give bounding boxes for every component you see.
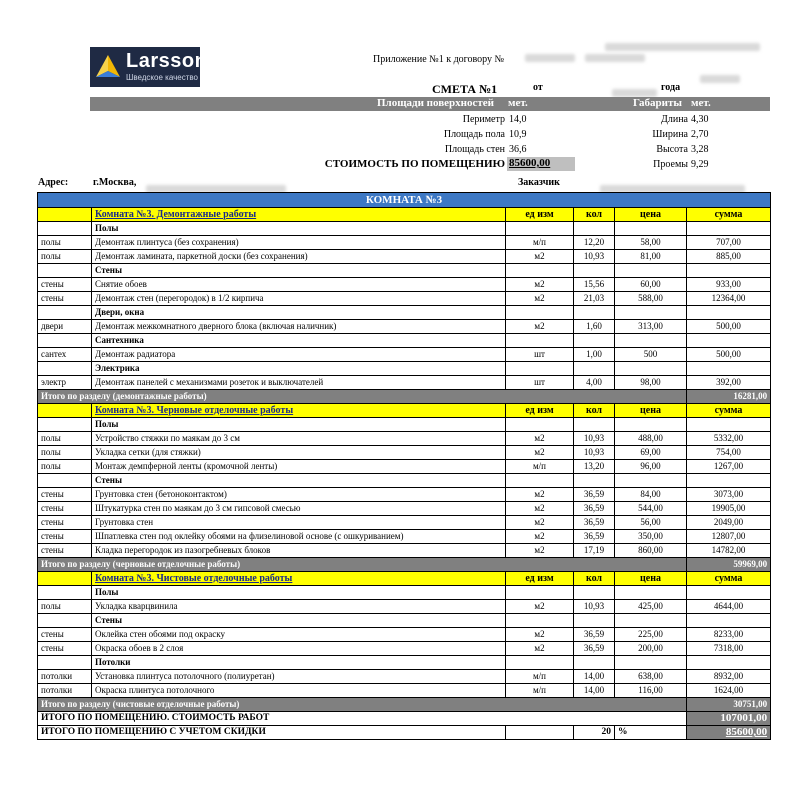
row-price: 200,00	[615, 642, 687, 656]
section-spacer	[38, 208, 92, 222]
group-name: Полы	[92, 418, 506, 432]
group-header-row	[38, 656, 771, 670]
row-unit: м/п	[506, 684, 574, 698]
col-price-header: цена	[615, 404, 687, 418]
section-total-row	[38, 698, 771, 712]
from-label: от	[533, 82, 543, 93]
group-empty	[615, 656, 687, 670]
group-spacer	[38, 222, 92, 236]
surface-unit: мет.	[508, 97, 528, 109]
group-empty	[687, 362, 771, 376]
col-price-header: цена	[615, 572, 687, 586]
group-name: Стены	[92, 474, 506, 488]
group-empty	[574, 474, 615, 488]
row-category: полы	[38, 600, 92, 614]
row-price: 544,00	[615, 502, 687, 516]
row-category: полы	[38, 250, 92, 264]
col-unit-header: ед изм	[506, 208, 574, 222]
row-price: 588,00	[615, 292, 687, 306]
perimeter-label: Периметр	[462, 114, 505, 125]
section-title: Комната №3. Чистовые отделочные работы	[92, 572, 506, 586]
row-unit: м2	[506, 600, 574, 614]
group-empty	[506, 222, 574, 236]
row-category: стены	[38, 530, 92, 544]
group-spacer	[38, 586, 92, 600]
group-empty	[506, 362, 574, 376]
height-label: Высота	[656, 144, 688, 155]
group-empty	[687, 474, 771, 488]
row-price: 860,00	[615, 544, 687, 558]
group-empty	[615, 264, 687, 278]
col-sum-header: сумма	[687, 208, 771, 222]
row-qty: 10,93	[574, 250, 615, 264]
row-qty: 36,59	[574, 628, 615, 642]
group-spacer	[38, 418, 92, 432]
row-sum: 500,00	[687, 348, 771, 362]
section-spacer	[38, 572, 92, 586]
section-total-label: Итого по разделу (демонтажные работы)	[38, 390, 687, 404]
row-description: Грунтовка стен (бетоноконтактом)	[92, 488, 506, 502]
group-spacer	[38, 614, 92, 628]
col-qty-header: кол	[574, 404, 615, 418]
perimeter-value: 14,0	[509, 114, 527, 125]
row-sum: 8233,00	[687, 628, 771, 642]
row-unit: м2	[506, 446, 574, 460]
room-title: КОМНАТА №3	[38, 193, 771, 208]
row-price: 96,00	[615, 460, 687, 474]
section-spacer	[38, 404, 92, 418]
row-sum: 1267,00	[687, 460, 771, 474]
row-price: 313,00	[615, 320, 687, 334]
group-empty	[687, 334, 771, 348]
section-header-row	[38, 208, 771, 222]
row-description: Шпатлевка стен под оклейку обоями на флизелиновой основе (с ошкуриванием)	[92, 530, 506, 544]
row-sum: 7318,00	[687, 642, 771, 656]
row-description: Установка плинтуса потолочного (полиуретан)	[92, 670, 506, 684]
row-qty: 36,59	[574, 530, 615, 544]
row-description: Демонтаж панелей с механизмами розеток и выключателей	[92, 376, 506, 390]
row-price: 56,00	[615, 516, 687, 530]
row-qty: 4,00	[574, 376, 615, 390]
group-header-row	[38, 264, 771, 278]
group-name: Потолки	[92, 656, 506, 670]
group-empty	[506, 656, 574, 670]
appendix-label: Приложение №1 к договору №	[373, 54, 505, 65]
row-qty: 36,59	[574, 488, 615, 502]
row-unit: м/п	[506, 460, 574, 474]
row-sum: 392,00	[687, 376, 771, 390]
table-row	[38, 600, 771, 614]
row-unit: м2	[506, 278, 574, 292]
col-sum-header: сумма	[687, 404, 771, 418]
wall-area-value: 36,6	[509, 144, 527, 155]
group-empty	[574, 418, 615, 432]
row-description: Монтаж демпферной ленты (кромочной ленты)	[92, 460, 506, 474]
contacts-redacted-2	[700, 70, 740, 88]
row-qty: 36,59	[574, 502, 615, 516]
group-spacer	[38, 656, 92, 670]
row-sum: 754,00	[687, 446, 771, 460]
discount-total-value: 85600,00	[687, 726, 771, 740]
row-description: Снятие обоев	[92, 278, 506, 292]
group-empty	[687, 222, 771, 236]
row-description: Оклейка стен обоями под окраску	[92, 628, 506, 642]
row-description: Демонтаж стен (перегородок) в 1/2 кирпича	[92, 292, 506, 306]
table-row	[38, 278, 771, 292]
height-value: 3,28	[691, 144, 709, 155]
row-category: полы	[38, 446, 92, 460]
row-unit: м2	[506, 292, 574, 306]
table-row	[38, 236, 771, 250]
row-description: Демонтаж ламината, паркетной доски (без сохранения)	[92, 250, 506, 264]
row-qty: 10,93	[574, 446, 615, 460]
group-empty	[615, 222, 687, 236]
section-total-row	[38, 390, 771, 404]
customer-label: Заказчик	[518, 177, 560, 188]
address-label: Адрес:	[38, 177, 69, 188]
discount-total-label: ИТОГО ПО ПОМЕЩЕНИЮ С УЧЕТОМ СКИДКИ	[38, 726, 506, 740]
dimensions-heading: Габариты	[633, 97, 682, 109]
group-spacer	[38, 264, 92, 278]
row-qty: 1,60	[574, 320, 615, 334]
row-category: стены	[38, 628, 92, 642]
row-qty: 14,00	[574, 684, 615, 698]
group-empty	[687, 656, 771, 670]
contacts-redacted	[605, 38, 760, 56]
row-sum: 19905,00	[687, 502, 771, 516]
table-row	[38, 502, 771, 516]
length-label: Длина	[661, 114, 688, 125]
table-row	[38, 432, 771, 446]
group-empty	[574, 306, 615, 320]
group-empty	[506, 264, 574, 278]
group-name: Стены	[92, 614, 506, 628]
row-category: потолки	[38, 684, 92, 698]
row-description: Окраска обоев в 2 слоя	[92, 642, 506, 656]
group-empty	[506, 418, 574, 432]
row-category: стены	[38, 642, 92, 656]
group-spacer	[38, 362, 92, 376]
openings-label: Проемы	[653, 159, 688, 170]
table-row	[38, 684, 771, 698]
table-row	[38, 460, 771, 474]
group-empty	[574, 334, 615, 348]
row-description: Укладка кварцвинила	[92, 600, 506, 614]
row-description: Укладка сетки (для стяжки)	[92, 446, 506, 460]
group-empty	[506, 614, 574, 628]
col-qty-header: кол	[574, 208, 615, 222]
discount-percent: 20	[574, 726, 615, 740]
row-description: Штукатурка стен по маякам до 3 см гипсовой смесью	[92, 502, 506, 516]
group-empty	[615, 334, 687, 348]
row-price: 69,00	[615, 446, 687, 460]
group-name: Двери, окна	[92, 306, 506, 320]
row-unit: м2	[506, 432, 574, 446]
section-total-value: 16281,00	[687, 390, 771, 404]
dimensions-unit: мет.	[691, 97, 711, 109]
section-header-row	[38, 404, 771, 418]
row-qty: 13,20	[574, 460, 615, 474]
group-header-row	[38, 586, 771, 600]
group-header-row	[38, 614, 771, 628]
section-title: Комната №3. Демонтажные работы	[92, 208, 506, 222]
group-empty	[574, 586, 615, 600]
group-empty	[687, 614, 771, 628]
contract-number-redacted	[525, 54, 575, 62]
row-price: 350,00	[615, 530, 687, 544]
logo-mark-icon	[94, 53, 122, 81]
row-unit: м/п	[506, 236, 574, 250]
openings-value: 9,29	[691, 159, 709, 170]
row-unit: м2	[506, 516, 574, 530]
row-description: Окраска плинтуса потолочного	[92, 684, 506, 698]
row-unit: м2	[506, 502, 574, 516]
group-empty	[615, 418, 687, 432]
group-empty	[687, 418, 771, 432]
row-sum: 2049,00	[687, 516, 771, 530]
row-sum: 707,00	[687, 236, 771, 250]
group-empty	[506, 334, 574, 348]
row-category: полы	[38, 236, 92, 250]
col-price-header: цена	[615, 208, 687, 222]
group-header-row	[38, 362, 771, 376]
row-unit: м2	[506, 488, 574, 502]
table-row	[38, 446, 771, 460]
table-row	[38, 530, 771, 544]
row-category: электр	[38, 376, 92, 390]
row-qty: 15,56	[574, 278, 615, 292]
group-name: Стены	[92, 264, 506, 278]
logo-tagline: Шведское качество	[126, 73, 198, 82]
row-price: 81,00	[615, 250, 687, 264]
row-sum: 933,00	[687, 278, 771, 292]
group-empty	[574, 362, 615, 376]
floor-area-value: 10,9	[509, 129, 527, 140]
table-row	[38, 488, 771, 502]
col-qty-header: кол	[574, 572, 615, 586]
group-header-row	[38, 306, 771, 320]
row-unit: м2	[506, 642, 574, 656]
row-sum: 885,00	[687, 250, 771, 264]
room-header-row	[38, 193, 771, 208]
row-qty: 10,93	[574, 600, 615, 614]
row-qty: 14,00	[574, 670, 615, 684]
row-qty: 10,93	[574, 432, 615, 446]
row-unit: шт	[506, 348, 574, 362]
row-price: 425,00	[615, 600, 687, 614]
discount-unit: %	[615, 726, 687, 740]
group-empty	[506, 586, 574, 600]
row-price: 58,00	[615, 236, 687, 250]
grand-total-value: 107001,00	[687, 712, 771, 726]
surface-areas-heading: Площади поверхностей	[377, 97, 495, 109]
row-sum: 4644,00	[687, 600, 771, 614]
row-unit: м2	[506, 628, 574, 642]
group-header-row	[38, 222, 771, 236]
row-price: 225,00	[615, 628, 687, 642]
table-row	[38, 250, 771, 264]
table-row	[38, 516, 771, 530]
row-description: Грунтовка стен	[92, 516, 506, 530]
section-total-row	[38, 558, 771, 572]
row-sum: 500,00	[687, 320, 771, 334]
row-qty: 21,03	[574, 292, 615, 306]
row-category: стены	[38, 516, 92, 530]
group-empty	[615, 614, 687, 628]
estimate-title: СМЕТА №1	[432, 82, 498, 96]
row-qty: 1,00	[574, 348, 615, 362]
row-sum: 8932,00	[687, 670, 771, 684]
row-category: стены	[38, 502, 92, 516]
group-empty	[615, 586, 687, 600]
row-unit: м2	[506, 250, 574, 264]
group-empty	[574, 614, 615, 628]
group-header-row	[38, 418, 771, 432]
table-row	[38, 670, 771, 684]
row-category: стены	[38, 544, 92, 558]
estimate-table	[37, 192, 770, 740]
width-label: Ширина	[652, 129, 688, 140]
section-total-value: 59969,00	[687, 558, 771, 572]
group-name: Полы	[92, 586, 506, 600]
grand-total-label: ИТОГО ПО ПОМЕЩЕНИЮ. СТОИМОСТЬ РАБОТ	[38, 712, 687, 726]
row-category: двери	[38, 320, 92, 334]
row-category: сантех	[38, 348, 92, 362]
row-qty: 36,59	[574, 642, 615, 656]
row-sum: 1624,00	[687, 684, 771, 698]
group-empty	[615, 306, 687, 320]
row-price: 98,00	[615, 376, 687, 390]
row-sum: 14782,00	[687, 544, 771, 558]
discount-total-row	[38, 726, 771, 740]
row-price: 60,00	[615, 278, 687, 292]
col-sum-header: сумма	[687, 572, 771, 586]
section-total-label: Итого по разделу (чистовые отделочные работы)	[38, 698, 687, 712]
table-row	[38, 348, 771, 362]
row-price: 116,00	[615, 684, 687, 698]
row-sum: 5332,00	[687, 432, 771, 446]
table-row	[38, 628, 771, 642]
row-description: Демонтаж радиатора	[92, 348, 506, 362]
row-price: 84,00	[615, 488, 687, 502]
group-empty	[506, 474, 574, 488]
group-name: Сантехника	[92, 334, 506, 348]
grand-total-row	[38, 712, 771, 726]
table-row	[38, 642, 771, 656]
group-header-row	[38, 474, 771, 488]
row-category: стены	[38, 488, 92, 502]
group-header-row	[38, 334, 771, 348]
row-qty: 36,59	[574, 516, 615, 530]
group-spacer	[38, 306, 92, 320]
group-empty	[574, 222, 615, 236]
room-cost-value: 85600,00	[509, 157, 551, 169]
section-total-label: Итого по разделу (черновые отделочные работы)	[38, 558, 687, 572]
row-category: стены	[38, 278, 92, 292]
col-unit-header: ед изм	[506, 572, 574, 586]
group-empty	[574, 656, 615, 670]
row-unit: м2	[506, 530, 574, 544]
group-empty	[615, 474, 687, 488]
room-cost-box	[507, 157, 575, 171]
row-price: 500	[615, 348, 687, 362]
table-row	[38, 376, 771, 390]
row-description: Демонтаж плинтуса (без сохранения)	[92, 236, 506, 250]
width-value: 2,70	[691, 129, 709, 140]
row-description: Устройство стяжки по маякам до 3 см	[92, 432, 506, 446]
row-category: потолки	[38, 670, 92, 684]
row-price: 638,00	[615, 670, 687, 684]
areas-header-bar	[90, 97, 770, 111]
row-unit: м/п	[506, 670, 574, 684]
group-empty	[574, 264, 615, 278]
logo-name: Larsson	[126, 50, 208, 72]
row-category: полы	[38, 460, 92, 474]
row-description: Кладка перегородок из пазогребневых блоков	[92, 544, 506, 558]
section-header-row	[38, 572, 771, 586]
row-price: 488,00	[615, 432, 687, 446]
section-total-value: 30751,00	[687, 698, 771, 712]
group-empty	[687, 586, 771, 600]
group-name: Электрика	[92, 362, 506, 376]
row-sum: 12807,00	[687, 530, 771, 544]
table-row	[38, 320, 771, 334]
section-title: Комната №3. Черновые отделочные работы	[92, 404, 506, 418]
group-empty	[687, 306, 771, 320]
table-row	[38, 292, 771, 306]
row-unit: м2	[506, 544, 574, 558]
row-category: стены	[38, 292, 92, 306]
row-qty: 17,19	[574, 544, 615, 558]
row-sum: 12364,00	[687, 292, 771, 306]
row-sum: 3073,00	[687, 488, 771, 502]
group-spacer	[38, 474, 92, 488]
wall-area-label: Площадь стен	[444, 144, 505, 155]
discount-spacer	[506, 726, 574, 740]
group-empty	[687, 264, 771, 278]
group-empty	[506, 306, 574, 320]
col-unit-header: ед изм	[506, 404, 574, 418]
larsson-logo	[90, 47, 208, 87]
row-unit: шт	[506, 376, 574, 390]
table-row	[38, 544, 771, 558]
room-cost-label: СТОИМОСТЬ ПО ПОМЕЩЕНИЮ	[324, 158, 505, 170]
floor-area-label: Площадь пола	[443, 129, 505, 140]
row-qty: 12,20	[574, 236, 615, 250]
length-value: 4,30	[691, 114, 709, 125]
group-empty	[615, 362, 687, 376]
group-spacer	[38, 334, 92, 348]
date-suffix: года	[661, 82, 681, 93]
group-name: Полы	[92, 222, 506, 236]
row-category: полы	[38, 432, 92, 446]
row-unit: м2	[506, 320, 574, 334]
row-description: Демонтаж межкомнатного дверного блока (включая наличник)	[92, 320, 506, 334]
address-city: г.Москва,	[93, 177, 137, 188]
